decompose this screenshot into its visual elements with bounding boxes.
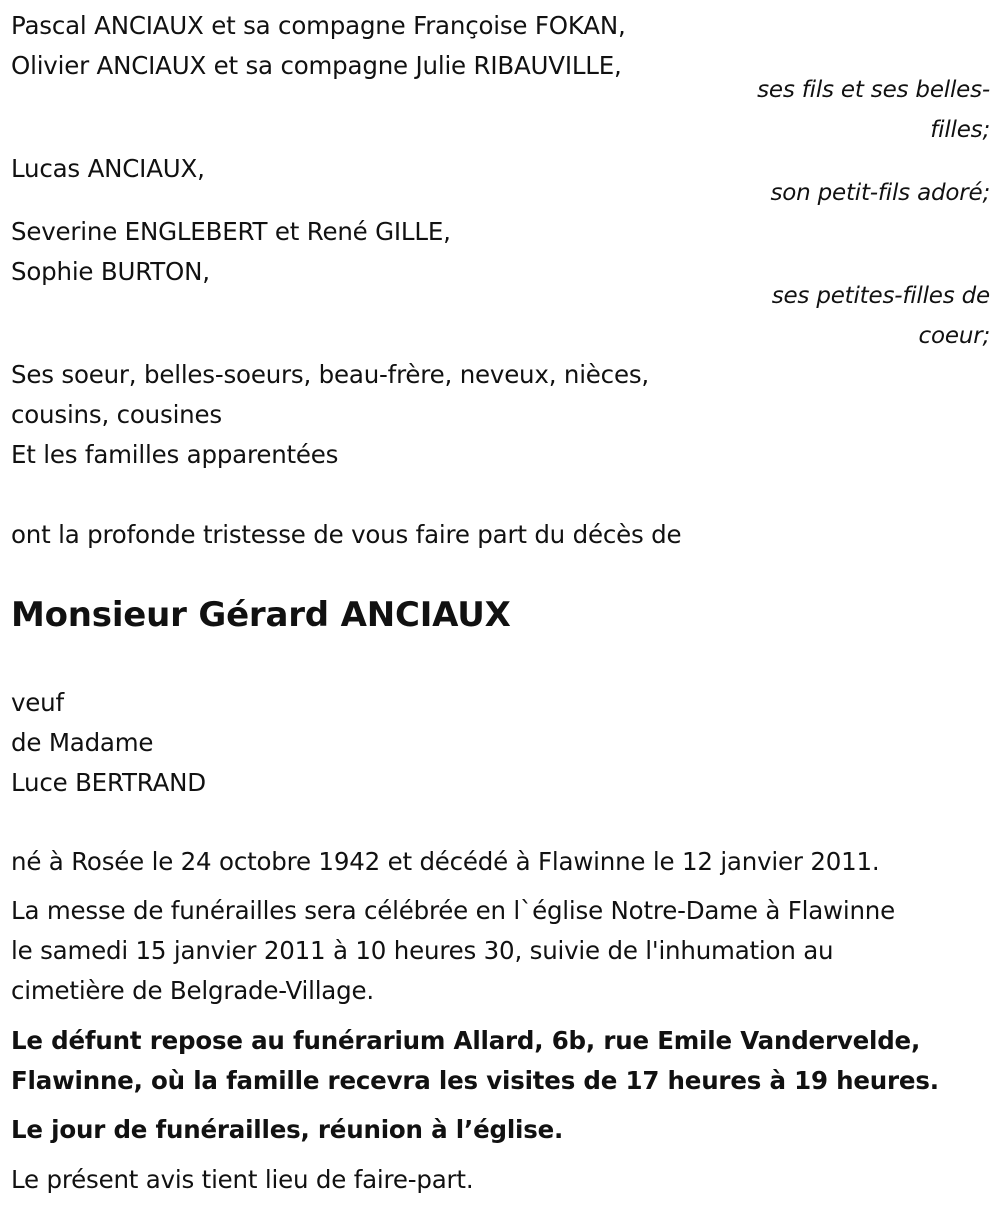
relationship-sons-line2: filles;: [930, 117, 990, 143]
widower-status: veuf: [11, 688, 64, 717]
family-line-families: Et les familles apparentées: [11, 440, 339, 469]
announcement-text: ont la profonde tristesse de vous faire part du décès de: [11, 520, 682, 549]
funeral-mass-line3: cimetière de Belgrade-Village.: [11, 976, 374, 1005]
church-meeting-note: Le jour de funérailles, réunion à l’église.: [11, 1115, 564, 1144]
family-line-lucas: Lucas ANCIAUX,: [11, 154, 205, 183]
deceased-name: Monsieur Gérard ANCIAUX: [11, 595, 511, 635]
visitation-line2: Flawinne, où la famille recevra les visites de 17 heures à 19 heures.: [11, 1066, 939, 1095]
family-line-relatives: Ses soeur, belles-soeurs, beau-frère, neveux, nièces,: [11, 360, 649, 389]
family-line-severine: Severine ENGLEBERT et René GILLE,: [11, 217, 451, 246]
family-line-sophie: Sophie BURTON,: [11, 257, 210, 286]
relationship-granddaughters-line2: coeur;: [918, 323, 990, 349]
relationship-granddaughters-line1: ses petites-filles de: [771, 283, 990, 309]
birth-death-details: né à Rosée le 24 octobre 1942 et décédé à Flawinne le 12 janvier 2011.: [11, 847, 880, 876]
relationship-sons-line1: ses fils et ses belles-: [757, 77, 990, 103]
funeral-mass-line1: La messe de funérailles sera célébrée en l`église Notre-Dame à Flawinne: [11, 896, 896, 925]
spouse-title: de Madame: [11, 728, 154, 757]
family-line-olivier: Olivier ANCIAUX et sa compagne Julie RIBAUVILLE,: [11, 51, 622, 80]
visitation-line1: Le défunt repose au funérarium Allard, 6b, rue Emile Vandervelde,: [11, 1026, 921, 1055]
family-line-pascal: Pascal ANCIAUX et sa compagne Françoise FOKAN,: [11, 11, 626, 40]
funeral-mass-line2: le samedi 15 janvier 2011 à 10 heures 30, suivie de l'inhumation au: [11, 936, 834, 965]
spouse-name: Luce BERTRAND: [11, 768, 206, 797]
family-line-cousins: cousins, cousines: [11, 400, 222, 429]
relationship-grandson: son petit-fils adoré;: [770, 180, 990, 206]
closing-note: Le présent avis tient lieu de faire-part.: [11, 1165, 474, 1194]
